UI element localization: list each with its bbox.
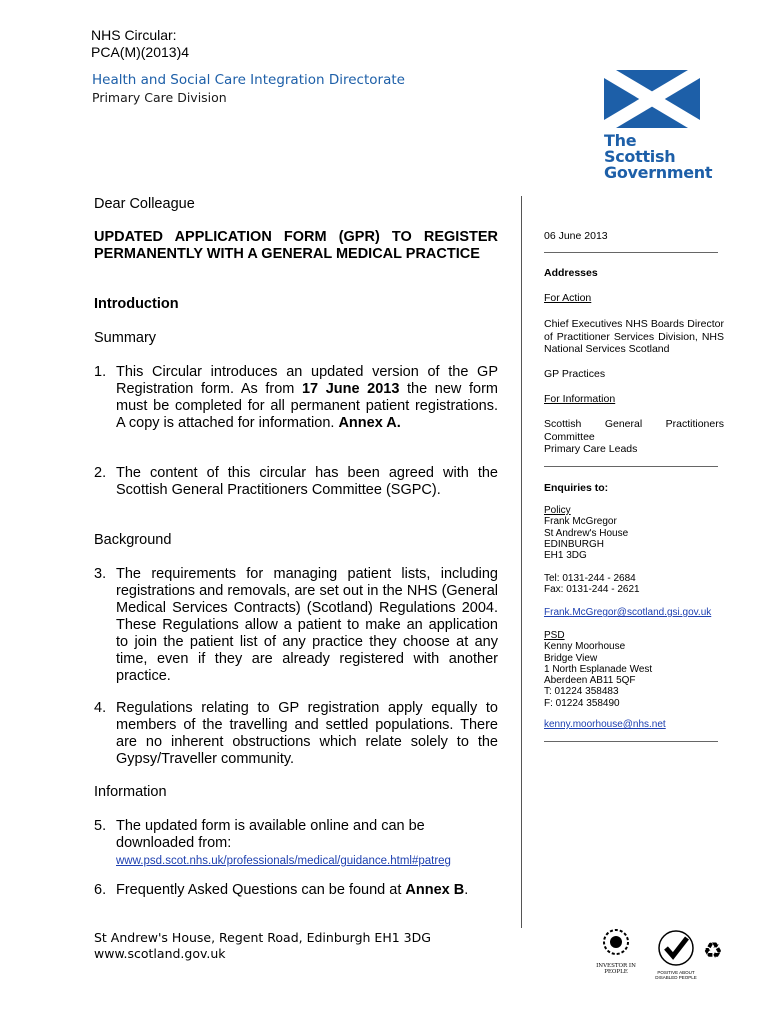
p6-part-a: Frequently Asked Questions can be found at [116,882,406,898]
policy-address-1: St Andrew's House [544,527,629,539]
saltire-flag-icon [604,70,700,128]
action-gp-practices: GP Practices [544,368,606,380]
paragraph-4 [94,700,498,768]
paragraph-4-text: Regulations relating to GP registration apply equally to members of the travelling and settled populations. There are no inherent obstructions which relate solely to the Gypsy/Traveller community. [116,700,498,767]
information-leads: Primary Care Leads [544,443,638,455]
paragraph-5 [94,818,498,870]
greeting: Dear Colleague [94,196,195,212]
sidebar-divider [544,741,718,742]
circular-number: PCA(M)(2013)4 [91,44,190,60]
for-action-heading: For Action [544,292,592,304]
policy-name: Frank McGregor [544,516,617,528]
directorate-name: Health and Social Care Integration Directorate [92,72,405,88]
paragraph-6 [94,882,498,899]
policy-tel: Tel: 0131-244 - 2684 [544,573,636,584]
information-heading: Information [94,784,167,800]
investor-in-people-icon [600,928,632,958]
paragraph-4-number: 4. [94,700,107,716]
summary-heading: Summary [94,330,157,346]
guidance-link[interactable]: www.psd.scot.nhs.uk/professionals/medical/guidance.html#patreg [116,855,451,867]
psd-contact [544,630,724,709]
investor-in-people-text: INVESTOR IN PEOPLE [596,963,636,975]
sidebar-divider [544,252,718,253]
introduction-heading: Introduction [94,296,179,312]
action-recipients: Chief Executives NHS Boards Director of Practitioner Services Division, NHS National Services Scotland [544,318,724,355]
psd-address-3: Aberdeen AB11 5QF [544,675,636,687]
information-recipients: Scottish General Practitioners Committee [544,418,724,443]
investor-in-people-badge [586,928,646,975]
policy-address-2: EDINBURGH [544,538,605,550]
p1-part-a: This Circular introduces an updated version of the GP Registration form. As from [116,364,498,397]
paragraph-1-text [116,364,498,432]
psd-heading: PSD [544,630,565,641]
circular-label: NHS Circular: [91,27,177,43]
letter-title: UPDATED APPLICATION FORM (GPR) TO REGISTER PERMANENTLY WITH A GENERAL MEDICAL PRACTICE [94,229,498,262]
paragraph-2 [94,465,498,499]
footer-postal-address: St Andrew's House, Regent Road, Edinburgh EH1 3DG [94,930,431,945]
policy-address-3: EH1 3DG [544,550,587,562]
footer-website: www.scotland.gov.uk [94,946,226,961]
psd-address-1: Bridge View [544,652,598,664]
disabled-badge-text: POSITIVE ABOUT DISABLED PEOPLE [655,970,697,980]
letter-date: 06 June 2013 [544,230,608,242]
paragraph-3-number: 3. [94,566,107,582]
column-divider [521,196,522,928]
paragraph-3 [94,566,498,685]
paragraph-2-text: The content of this circular has been agreed with the Scottish General Practitioners Committee (SGPC). [116,465,498,498]
paragraph-5-text [116,818,498,870]
paragraph-1 [94,364,498,432]
background-heading: Background [94,532,172,548]
paragraph-6-number: 6. [94,882,107,898]
paragraph-5-number: 5. [94,818,107,834]
sidebar-divider [544,466,718,467]
psd-name: Kenny Moorhouse [544,641,626,653]
policy-contact [544,505,724,561]
enquiries-heading: Enquiries to: [544,482,609,494]
logo-line-1: The Scottish [604,131,676,166]
p5-text: The updated form is available online and can be downloaded from: [116,818,425,851]
p1-date: 17 June 2013 [301,381,400,397]
policy-phone [544,573,724,596]
p6-part-b: . [464,882,469,898]
scottish-government-logo [604,70,713,182]
paragraph-2-number: 2. [94,465,107,481]
paragraph-1-number: 1. [94,364,107,380]
paragraph-3-text: The requirements for managing patient lists, including registrations and removals, are set out in the NHS (General Medical Services Contracts) (Scotland) Regulations 2004. These Regulations allow a patient to make an application to join the patient list of any practice they choose at any time, even if they are already registered with another practice. [116,566,498,684]
division-name: Primary Care Division [92,90,227,105]
footer-address [94,930,431,962]
for-information-heading: For Information [544,393,616,405]
logo-line-2: Government [604,163,713,182]
disability-tick-icon [651,926,701,970]
psd-email-link[interactable]: kenny.moorhouse@nhs.net [544,719,666,730]
policy-email-link[interactable]: Frank.McGregor@scotland.gsi.gov.uk [544,607,712,618]
psd-tel: T: 01224 358483 [544,686,619,698]
positive-about-disabled-badge [651,926,701,980]
p1-part-b: the new form must be completed for all permanent patient registrations. A copy is attached for information. [116,381,499,431]
recycle-icon: ♻ [703,938,723,963]
psd-address-2: 1 North Esplanade West [544,663,653,675]
psd-fax: F: 01224 358490 [544,697,620,709]
addresses-heading: Addresses [544,267,598,279]
p6-annex: Annex B [405,882,465,898]
policy-fax: Fax: 0131-244 - 2621 [544,584,640,596]
policy-heading: Policy [544,505,571,516]
p1-annex: Annex A. [338,415,401,431]
paragraph-6-text [116,882,498,899]
circular-reference [91,27,189,61]
